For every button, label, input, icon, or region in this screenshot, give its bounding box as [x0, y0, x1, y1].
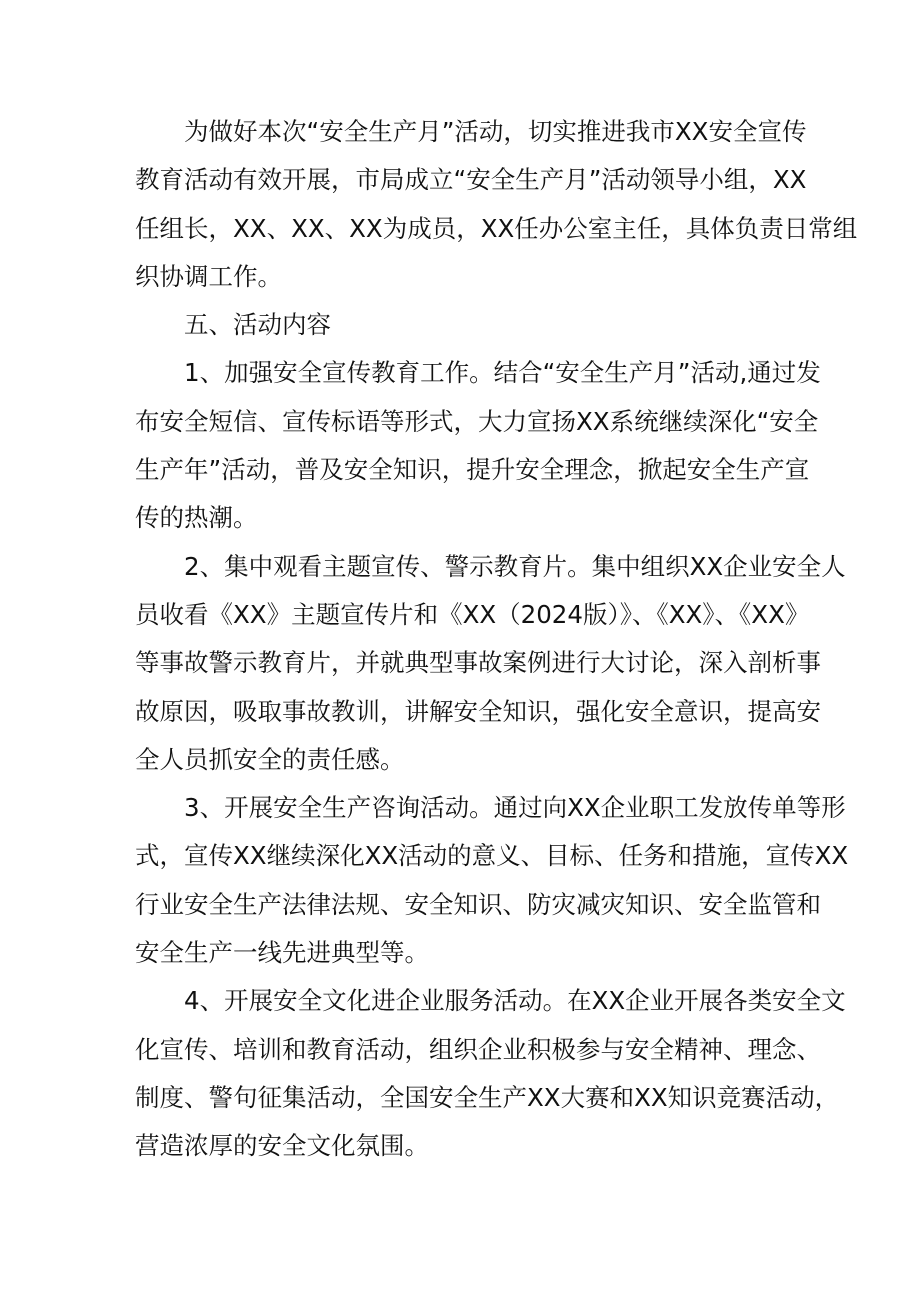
- text-line: 3、开展安全生产咨询活动。通过向XX企业职工发放传单等形: [184, 793, 846, 823]
- text-line: 制度、警句征集活动，全国安全生产XX大赛和XX知识竞赛活动，: [135, 1082, 840, 1112]
- text-line: 故原因，吸取事故教训，讲解安全知识，强化安全意识，提高安: [135, 696, 821, 726]
- section-heading-activity-content: [135, 301, 800, 349]
- text-line: 2、集中观看主题宣传、警示教育片。集中组织XX企业安全人: [184, 551, 846, 581]
- text-line: 传的热潮。: [135, 503, 258, 533]
- text-line: 全人员抓安全的责任感。: [135, 744, 405, 774]
- paragraph-item-2: [135, 543, 846, 784]
- text-line: 为做好本次“安全生产月”活动，切实推进我市XX安全宣传: [184, 117, 807, 146]
- text-line: 教育活动有效开展，市局成立“安全生产月”活动领导小组，XX: [135, 165, 807, 195]
- text-line: 任组长，XX、XX、XX为成员，XX任办公室主任，具体负责日常组: [135, 213, 858, 243]
- text-line: 行业安全生产法律法规、安全知识、防灾减灾知识、安全监管和: [135, 889, 821, 919]
- paragraph-item-1: [135, 349, 821, 542]
- text-line: 织协调工作。: [135, 261, 282, 291]
- text-line: 生产年”活动，普及安全知识，提升安全理念，掀起安全生产宣: [135, 455, 810, 485]
- section-heading-text: 五、活动内容: [184, 310, 331, 340]
- text-line: 等事故警示教育片，并就典型事故案例进行大讨论，深入剖析事: [135, 648, 821, 678]
- text-line: 式，宣传XX继续深化XX活动的意义、目标、任务和措施，宣传XX: [135, 841, 849, 871]
- paragraph-item-3: [135, 784, 849, 977]
- text-line: 布安全短信、宣传标语等形式，大力宣扬XX系统继续深化“安全: [135, 406, 819, 436]
- paragraph-leadership-group: [135, 108, 858, 301]
- text-line: 安全生产一线先进典型等。: [135, 938, 429, 968]
- paragraph-item-4: [135, 977, 846, 1170]
- text-line: 营造浓厚的安全文化氛围。: [135, 1131, 429, 1161]
- text-line: 1、加强安全宣传教育工作。结合“安全生产月”活动,通过发: [184, 358, 821, 388]
- text-line: 员收看《XX》主题宣传片和《XX（2024版）》、《XX》、《XX》: [135, 599, 810, 629]
- text-line: 4、开展安全文化进企业服务活动。在XX企业开展各类安全文: [184, 986, 846, 1016]
- text-line: 化宣传、培训和教育活动，组织企业积极参与安全精神、理念、: [135, 1034, 821, 1064]
- document-body: [135, 108, 858, 1171]
